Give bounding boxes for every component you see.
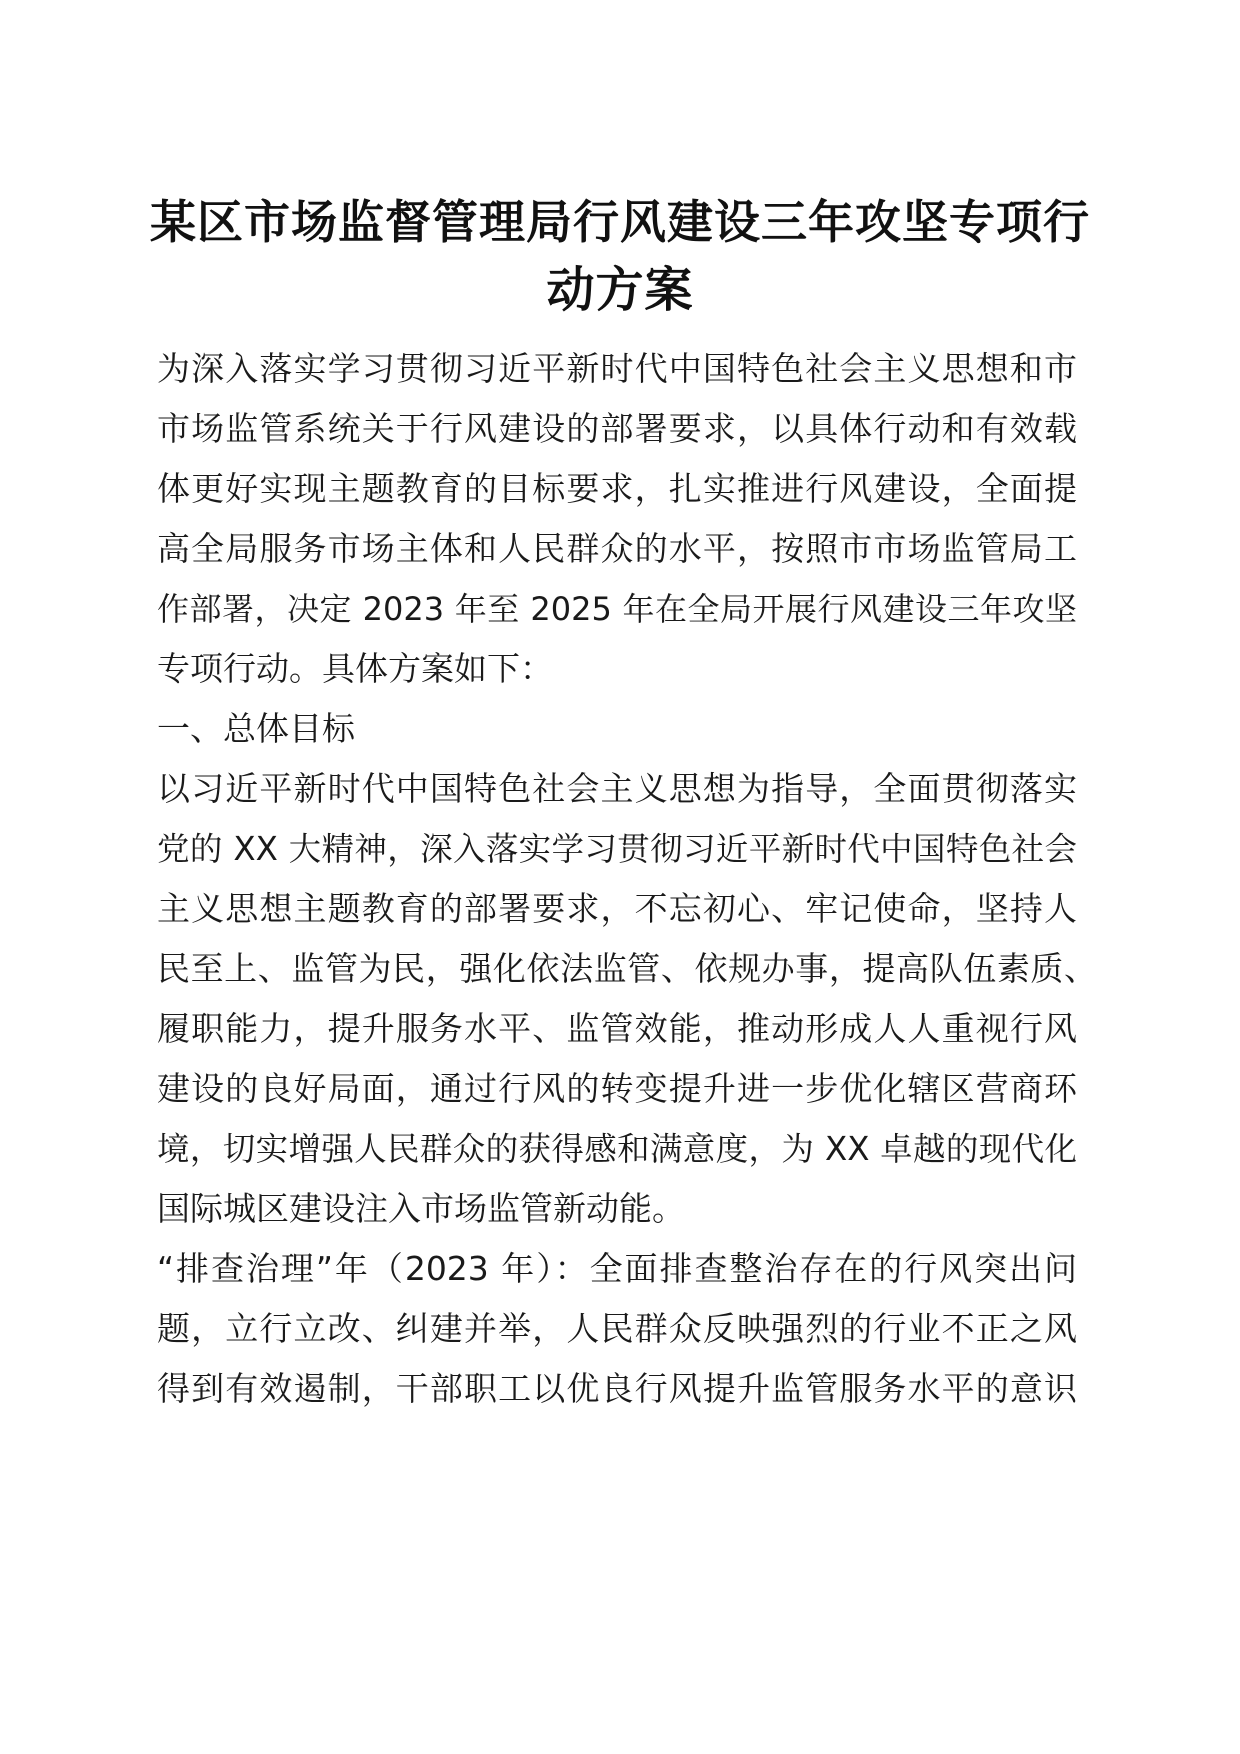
paragraph-line: 题，立行立改、纠建并举，人民群众反映强烈的行业不正之风 — [157, 1309, 1077, 1348]
paragraph-line: 党的 XX 大精神，深入落实学习贯彻习近平新时代中国特色社会 — [157, 830, 1077, 868]
paragraph-line: 专项行动。具体方案如下： — [157, 649, 553, 688]
paragraph-line: 市场监管系统关于行风建设的部署要求，以具体行动和有效载 — [157, 409, 1077, 448]
paragraph-line: 得到有效遏制，干部职工以优良行风提升监管服务水平的意识 — [157, 1369, 1077, 1408]
document-title-line-2: 动方案 — [546, 262, 694, 318]
document-title-line-1: 某区市场监督管理局行风建设三年攻坚专项行 — [150, 195, 1090, 249]
paragraph-line: 履职能力，提升服务水平、监管效能，推动形成人人重视行风 — [157, 1009, 1077, 1048]
paragraph-line: 高全局服务市场主体和人民群众的水平，按照市市场监管局工 — [157, 529, 1077, 568]
paragraph-line: 为深入落实学习贯彻习近平新时代中国特色社会主义思想和市 — [157, 349, 1077, 388]
paragraph-line: 国际城区建设注入市场监管新动能。 — [157, 1189, 685, 1228]
paragraph-line: 境，切实增强人民群众的获得感和满意度，为 XX 卓越的现代化 — [157, 1130, 1077, 1168]
paragraph-line: 民至上、监管为民，强化依法监管、依规办事，提高队伍素质、 — [157, 949, 1097, 988]
paragraph-line: “排查治理”年（2023 年）：全面排查整治存在的行风突出问 — [157, 1249, 1077, 1288]
paragraph-line: 体更好实现主题教育的目标要求，扎实推进行风建设，全面提 — [157, 469, 1077, 508]
section-heading: 一、总体目标 — [157, 709, 355, 748]
paragraph-line: 建设的良好局面，通过行风的转变提升进一步优化辖区营商环 — [157, 1069, 1077, 1108]
paragraph-line: 以习近平新时代中国特色社会主义思想为指导，全面贯彻落实 — [157, 769, 1077, 808]
paragraph-line: 作部署，决定 2023 年至 2025 年在全局开展行风建设三年攻坚 — [157, 590, 1077, 628]
paragraph-line: 主义思想主题教育的部署要求，不忘初心、牢记使命，坚持人 — [157, 889, 1077, 928]
